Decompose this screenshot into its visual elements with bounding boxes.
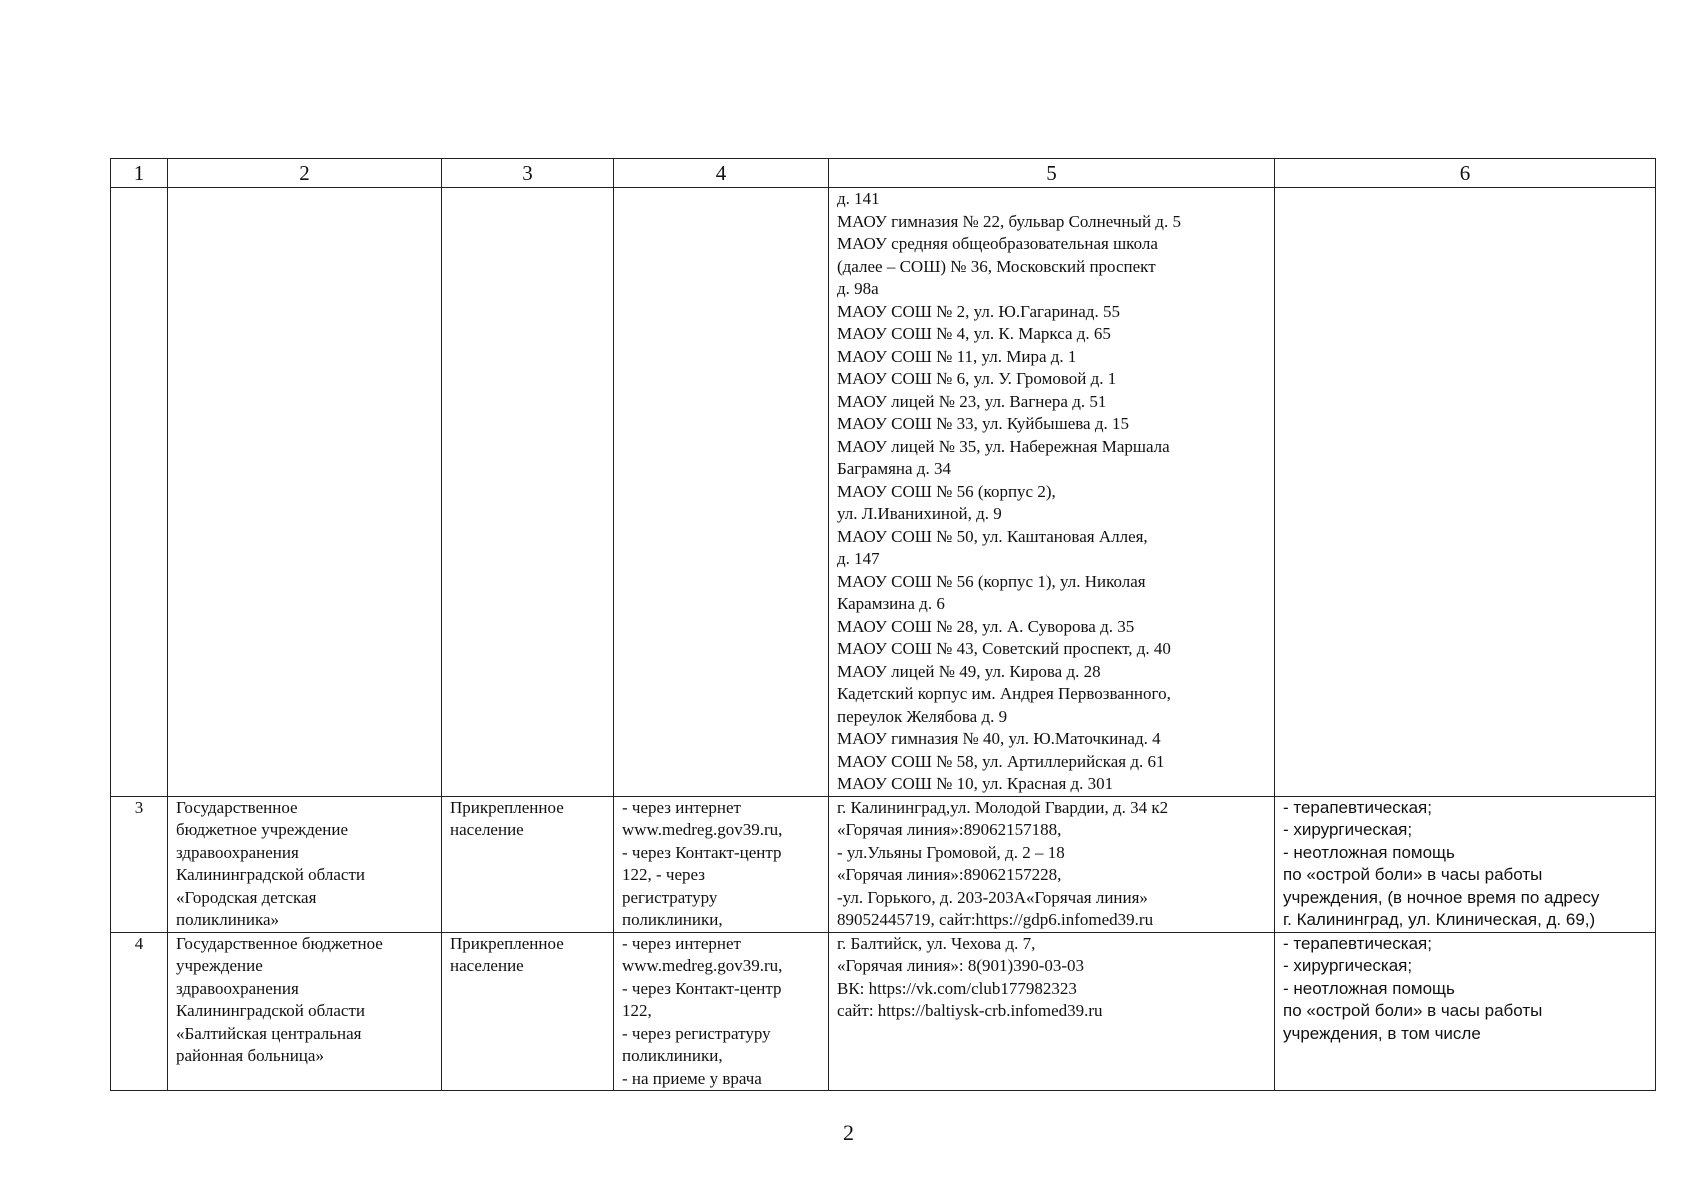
text-line: ул. Л.Иванихиной, д. 9 [837, 504, 1002, 523]
text-line: «Горячая линия»:89062157228, [837, 865, 1062, 884]
text-line: поликлиники, [622, 1046, 723, 1065]
text-line: МАОУ СОШ № 11, ул. Мира д. 1 [837, 346, 1077, 366]
text-line: поликлиника» [176, 910, 280, 929]
registration-methods [614, 932, 829, 1091]
text-line: 122, - через [622, 865, 705, 884]
text-line: Карамзина д. 6 [837, 594, 945, 613]
header-cell: 5 [829, 159, 1275, 188]
services-table [110, 158, 1656, 1091]
table-row [111, 796, 1656, 932]
text-line: «Балтийская центральная [176, 1023, 362, 1043]
text-line: д. 98а [837, 279, 879, 298]
text-line: переулок Желябова д. 9 [837, 706, 1008, 726]
text-line: «Горячая линия»:89062157188, [837, 820, 1062, 839]
table-row [111, 932, 1656, 1091]
text-line: МАОУ СОШ № 50, ул. Каштановая Аллея, [837, 526, 1148, 546]
text-line: МАОУ СОШ № 2, ул. Ю.Гагаринад. 55 [837, 301, 1120, 321]
header-cell: 4 [614, 159, 829, 188]
text-line: Прикрепленное [450, 797, 564, 817]
row-number: 4 [111, 932, 168, 1091]
text-line: - терапевтическая; [1283, 933, 1432, 953]
text-line: МАОУ гимназия № 40, ул. Ю.Маточкинад. 4 [837, 729, 1161, 748]
population-cell [442, 932, 614, 1091]
text-line: регистратуру [622, 887, 718, 907]
text-line: - через интернет [622, 933, 741, 953]
table-row-continuation [111, 188, 1656, 797]
text-line: бюджетное учреждение [176, 820, 349, 839]
text-line: МАОУ СОШ № 4, ул. К. Маркса д. 65 [837, 324, 1111, 343]
empty-cell [111, 188, 168, 797]
text-line: - через Контакт-центр [622, 978, 782, 998]
population-cell [442, 796, 614, 932]
text-line: Прикрепленное [450, 933, 564, 953]
text-line: МАОУ лицей № 49, ул. Кирова д. 28 [837, 661, 1101, 681]
text-line: МАОУ лицей № 35, ул. Набережная Маршала [837, 436, 1170, 456]
text-line: - через регистратуру [622, 1023, 771, 1043]
text-line: учреждения, в том числе [1283, 1023, 1481, 1043]
text-line: д. 141 [837, 189, 880, 208]
text-line: 122, [622, 1001, 652, 1020]
empty-cell [168, 188, 442, 797]
text-line: МАОУ лицей № 23, ул. Вагнера д. 51 [837, 391, 1107, 411]
address-contacts [829, 796, 1275, 932]
address-contacts [829, 932, 1275, 1091]
text-line: МАОУ средняя общеобразовательная школа [837, 234, 1158, 253]
text-line: Кадетский корпус им. Андрея Первозванного, [837, 684, 1171, 703]
text-line: - терапевтическая; [1283, 797, 1432, 817]
text-line: - неотложная помощь [1283, 978, 1455, 998]
registration-methods [614, 796, 829, 932]
text-line: МАОУ СОШ № 6, ул. У. Громовой д. 1 [837, 369, 1117, 388]
text-line: г. Калининград, ул. Клиническая, д. 69,) [1283, 910, 1596, 929]
organization-name [168, 932, 442, 1091]
text-line: население [450, 820, 524, 839]
header-cell: 6 [1275, 159, 1656, 188]
text-line: Баграмяна д. 34 [837, 459, 951, 478]
text-line: (далее – СОШ) № 36, Московский проспект [837, 256, 1156, 276]
text-line: МАОУ СОШ № 58, ул. Артиллерийская д. 61 [837, 751, 1165, 771]
header-cell: 2 [168, 159, 442, 188]
text-line: население [450, 956, 524, 975]
text-line: - через интернет [622, 797, 741, 817]
text-line: г. Калининград,ул. Молодой Гвардии, д. 34 к2 [837, 797, 1169, 817]
text-line: по «острой боли» в часы работы [1283, 1001, 1543, 1020]
text-line: - ул.Ульяны Громовой, д. 2 – 18 [837, 842, 1065, 862]
text-line: -ул. Горького, д. 203-203А«Горячая линия» [837, 887, 1148, 907]
text-line: «Горячая линия»: 8(901)390-03-03 [837, 956, 1085, 975]
empty-cell [614, 188, 829, 797]
text-line: здравоохранения [176, 978, 299, 998]
care-types [1275, 932, 1656, 1091]
text-line: по «острой боли» в часы работы [1283, 865, 1543, 884]
text-line: учреждение [176, 956, 263, 975]
text-line: Государственное бюджетное [176, 933, 383, 953]
text-line: д. 147 [837, 549, 880, 568]
text-line: - неотложная помощь [1283, 842, 1455, 862]
text-line: МАОУ СОШ № 56 (корпус 2), [837, 481, 1056, 501]
text-line: г. Балтийск, ул. Чехова д. 7, [837, 933, 1036, 953]
text-line: - хирургическая; [1283, 956, 1413, 975]
text-line: - на приеме у врача [622, 1068, 762, 1088]
text-line: «Городская детская [176, 887, 317, 907]
school-address-list [829, 188, 1275, 797]
text-line: 89052445719, сайт:https://gdp6.infomed39.ru [837, 910, 1154, 929]
header-cell: 1 [111, 159, 168, 188]
text-line: здравоохранения [176, 842, 299, 862]
text-line: МАОУ гимназия № 22, бульвар Солнечный д. 5 [837, 211, 1181, 231]
page-number: 2 [843, 1120, 854, 1145]
text-line: МАОУ СОШ № 56 (корпус 1), ул. Николая [837, 571, 1146, 591]
text-line: www.medreg.gov39.ru, [622, 820, 783, 839]
table-header-row [111, 159, 1656, 188]
row-number: 3 [111, 796, 168, 932]
text-line: - через Контакт-центр [622, 842, 782, 862]
care-types [1275, 796, 1656, 932]
text-line: Государственное [176, 797, 298, 817]
text-line: поликлиники, [622, 910, 723, 929]
header-cell: 3 [442, 159, 614, 188]
text-line: МАОУ СОШ № 43, Советский проспект, д. 40 [837, 639, 1171, 658]
empty-cell [442, 188, 614, 797]
empty-cell [1275, 188, 1656, 797]
text-line: МАОУ СОШ № 33, ул. Куйбышева д. 15 [837, 414, 1129, 433]
text-line: www.medreg.gov39.ru, [622, 956, 783, 975]
text-line: Калининградской области [176, 865, 365, 884]
text-line: Калининградской области [176, 1001, 365, 1020]
text-line: МАОУ СОШ № 10, ул. Красная д. 301 [837, 774, 1114, 793]
organization-name [168, 796, 442, 932]
text-line: - хирургическая; [1283, 820, 1413, 839]
text-line: ВК: https://vk.com/club177982323 [837, 978, 1077, 998]
text-line: районная больница» [176, 1046, 324, 1065]
text-line: учреждения, (в ночное время по адресу [1283, 887, 1600, 907]
text-line: МАОУ СОШ № 28, ул. А. Суворова д. 35 [837, 616, 1135, 636]
text-line: сайт: https://baltiysk-crb.infomed39.ru [837, 1001, 1103, 1020]
